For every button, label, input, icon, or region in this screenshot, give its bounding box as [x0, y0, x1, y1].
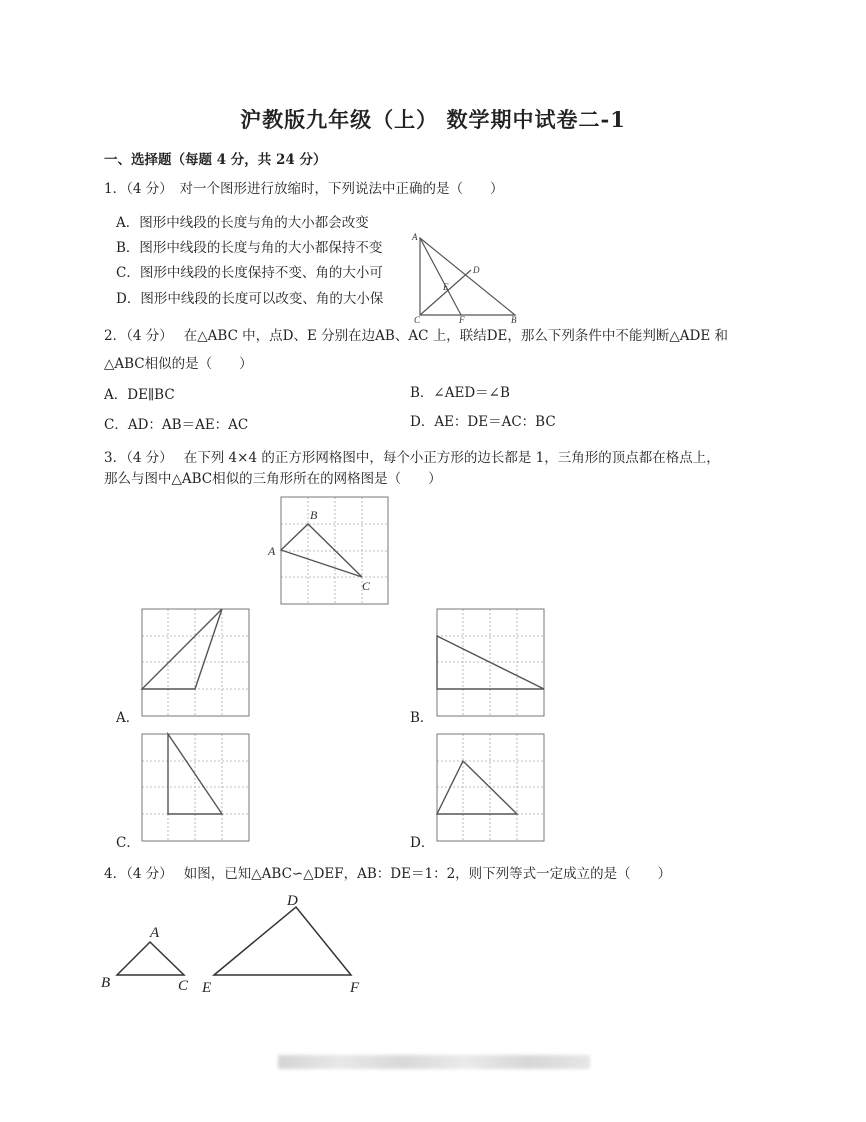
- q4-point-label: E: [202, 980, 212, 996]
- q1-point-label: A: [412, 232, 418, 242]
- q1-point-label: B: [511, 315, 517, 323]
- q1-point-label: D: [473, 265, 480, 275]
- q4-point-label: F: [350, 980, 360, 996]
- q4-point-label: A: [150, 925, 160, 941]
- q1-point-label: F: [459, 315, 465, 323]
- section-heading: 一、选择题（每题 4 分，共 24 分）: [104, 152, 327, 168]
- q3-label-c: C．: [116, 835, 140, 851]
- q3-ref-label: C: [362, 579, 371, 593]
- q1-option-b: B．图形中线段的长度与角的大小都保持不变: [116, 240, 383, 256]
- q1-point-label: E: [443, 282, 449, 292]
- q3-grid-a: [140, 607, 252, 719]
- q3-label-d: D．: [410, 835, 435, 851]
- page-title: 沪教版九年级（上） 数学期中试卷二-1: [240, 107, 626, 132]
- q3-grid-d: [435, 732, 547, 844]
- q2-option-a: A．DE∥BC: [104, 387, 175, 403]
- q3-grid-c: [140, 732, 252, 844]
- q1-option-a: A．图形中线段的长度与角的大小都会改变: [116, 215, 369, 231]
- q1-option-d: D．图形中线段的长度可以改变、角的大小保: [116, 291, 384, 307]
- q2-option-b: B．∠AED＝∠B: [410, 385, 510, 401]
- q3-ref-label: A: [268, 544, 276, 558]
- q3-label-b: B．: [410, 710, 434, 726]
- q4-similar-triangles-figure: [98, 888, 378, 998]
- question-3-stem: 3．（4 分） 在下列 4×4 的正方形网格图中，每个小正方形的边长都是 1，三角形的顶点都在格点上，: [104, 450, 720, 466]
- question-2-stem: 2．（4 分） 在△ABC 中，点D、E 分别在边AB、AC 上，联结DE，那么下列条件中不能判断△ADE 和: [104, 328, 728, 344]
- q2-option-d: D．AE：DE＝AC：BC: [410, 414, 556, 430]
- question-2-stem-cont: △ABC相似的是（ ）: [104, 356, 253, 372]
- question-4-stem: 4．（4 分） 如图，已知△ABC∽△DEF，AB：DE＝1：2，则下列等式一定成立的是（ ）: [104, 866, 672, 882]
- q3-label-a: A．: [116, 710, 140, 726]
- q4-point-label: B: [101, 975, 111, 991]
- q4-point-label: C: [178, 978, 189, 994]
- q1-option-c: C．图形中线段的长度保持不变、角的大小可: [116, 265, 383, 281]
- question-3-stem-cont: 那么与图中△ABC相似的三角形所在的网格图是（ ）: [104, 471, 442, 487]
- q2-option-c: C．AD：AB＝AE：AC: [104, 417, 249, 433]
- blurred-watermark: [278, 1055, 590, 1069]
- q4-point-label: D: [287, 893, 298, 909]
- q3-grid-b: [435, 607, 547, 719]
- q3-reference-grid: [265, 495, 395, 610]
- q1-point-label: C: [414, 315, 421, 323]
- q3-ref-label: B: [310, 508, 318, 522]
- question-1-stem: 1．（4 分） 对一个图形进行放缩时，下列说法中正确的是（ ）: [104, 181, 504, 197]
- q1-triangle-figure: [405, 228, 525, 323]
